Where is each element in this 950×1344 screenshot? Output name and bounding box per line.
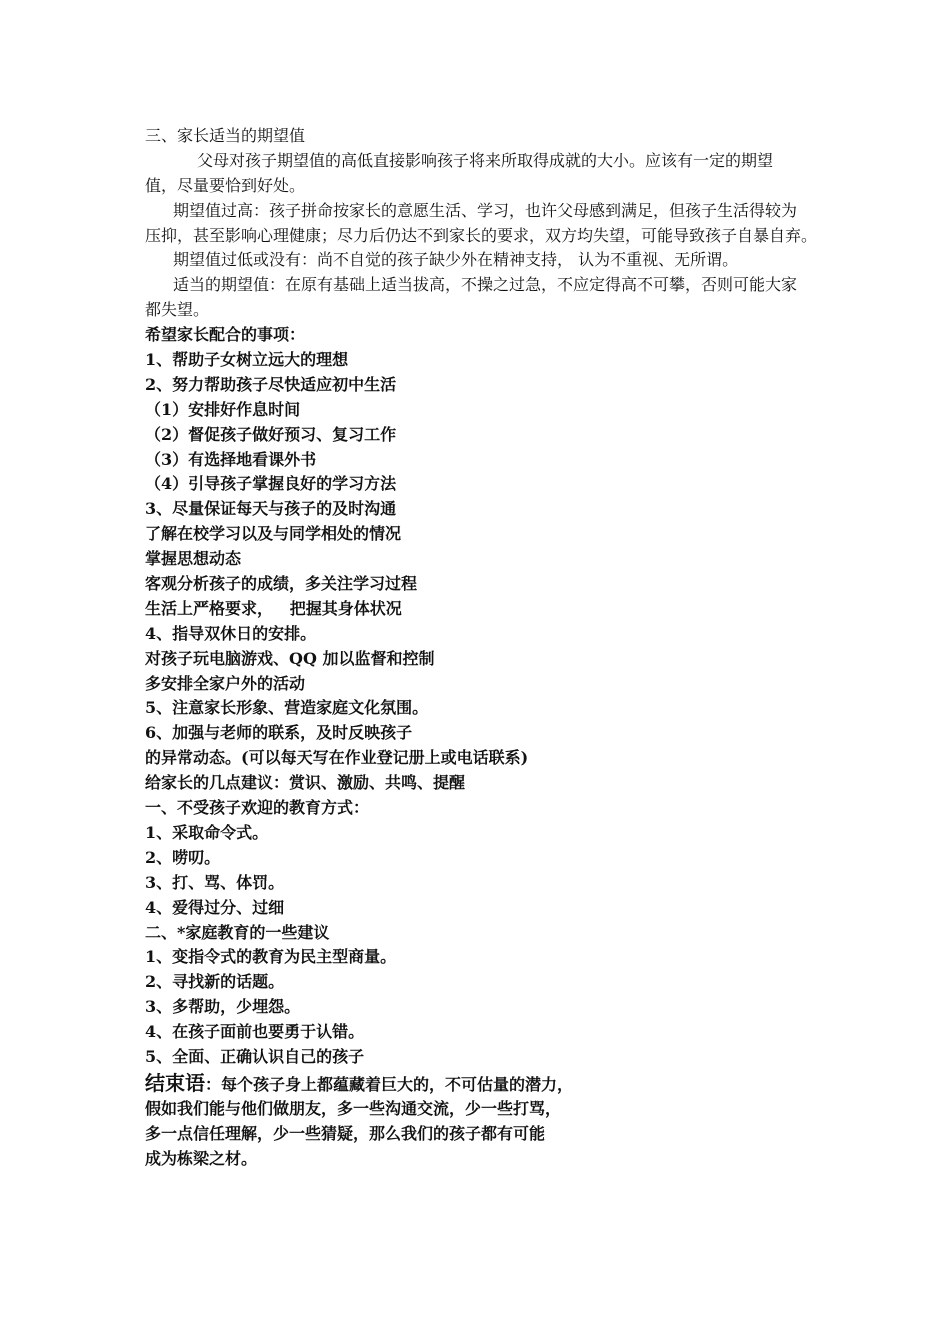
paragraph-line: 父母对孩子期望值的高低直接影响孩子将来所取得成就的大小。应该有一定的期望 (197, 150, 774, 170)
list-item: 3、打、骂、体罚。 (145, 872, 285, 892)
list-detail: 对孩子玩电脑游戏、QQ 加以监督和控制 (145, 648, 435, 668)
list-item: 1、帮助子女树立远大的理想 (145, 350, 349, 370)
sub-list-item: （1）安排好作息时间 (145, 399, 301, 419)
list-item: 1、采取命令式。 (145, 822, 269, 842)
list-detail: 客观分析孩子的成绩，多关注学习过程 (145, 574, 418, 594)
paragraph-line: 压抑，甚至影响心理健康；尽力后仍达不到家长的要求，双方均失望，可能导致孩子自暴自弃。 (145, 225, 818, 245)
conclusion-first-line (145, 1070, 825, 1097)
conclusion-line: 成为栋梁之材。 (145, 1148, 258, 1168)
conclusion-line: 假如我们能与他们做朋友，多一些沟通交流，少一些打骂， (145, 1098, 562, 1118)
list-item: 5、注意家长形象、营造家庭文化氛围。 (145, 698, 429, 718)
paragraph-line: 值，尽量要恰到好处。 (145, 175, 306, 195)
list-item: 4、爱得过分、过细 (145, 897, 285, 917)
section-heading-unwelcome: 一、不受孩子欢迎的教育方式： (145, 798, 370, 818)
list-detail: 多安排全家户外的活动 (145, 673, 306, 693)
list-detail: 掌握思想动态 (145, 549, 242, 569)
paragraph-line: 期望值过高：孩子拼命按家长的意愿生活、学习，也许父母感到满足，但孩子生活得较为 (173, 200, 798, 220)
paragraph-line: 都失望。 (145, 300, 210, 320)
section-heading-family-education: 二、*家庭教育的一些建议 (145, 922, 330, 942)
list-item: 3、多帮助，少埋怨。 (145, 997, 301, 1017)
list-detail: 的异常动态。(可以每天写在作业登记册上或电话联系) (145, 748, 529, 768)
conclusion-text: ：每个孩子身上都蕴藏着巨大的，不可估量的潜力， (205, 1074, 574, 1094)
document-body (145, 124, 825, 1172)
list-detail: 生活上严格要求， 把握其身体状况 (145, 598, 402, 618)
list-detail: 了解在校学习以及与同学相处的情况 (145, 524, 402, 544)
sub-list-item: （2）督促孩子做好预习、复习工作 (145, 424, 397, 444)
section-heading-expectation: 三、家长适当的期望值 (145, 126, 306, 145)
list-item: 4、在孩子面前也要勇于认错。 (145, 1022, 365, 1042)
section-heading-suggestions: 给家长的几点建议：赏识、激励、共鸣、提醒 (145, 773, 466, 793)
list-item: 2、寻找新的话题。 (145, 972, 285, 992)
list-item: 4、指导双休日的安排。 (145, 623, 317, 643)
conclusion-heading: 结束语 (145, 1070, 205, 1095)
list-item: 2、唠叨。 (145, 847, 221, 867)
paragraph-line: 适当的期望值：在原有基础上适当拔高，不操之过急，不应定得高不可攀，否则可能大家 (173, 275, 798, 295)
sub-list-item: （4）引导孩子掌握良好的学习方法 (145, 474, 397, 494)
sub-list-item: （3）有选择地看课外书 (145, 449, 317, 469)
section-heading-cooperation: 希望家长配合的事项： (145, 325, 306, 345)
list-item: 1、变指令式的教育为民主型商量。 (145, 947, 397, 967)
list-item: 3、尽量保证每天与孩子的及时沟通 (145, 499, 397, 519)
conclusion-line: 多一点信任理解，少一些猜疑，那么我们的孩子都有可能 (145, 1123, 546, 1143)
paragraph-line: 期望值过低或没有：尚不自觉的孩子缺少外在精神支持， 认为不重视、无所谓。 (173, 250, 739, 270)
list-item: 6、加强与老师的联系，及时反映孩子 (145, 723, 413, 743)
list-item: 5、全面、正确认识自己的孩子 (145, 1046, 365, 1066)
list-item: 2、努力帮助孩子尽快适应初中生活 (145, 374, 397, 394)
